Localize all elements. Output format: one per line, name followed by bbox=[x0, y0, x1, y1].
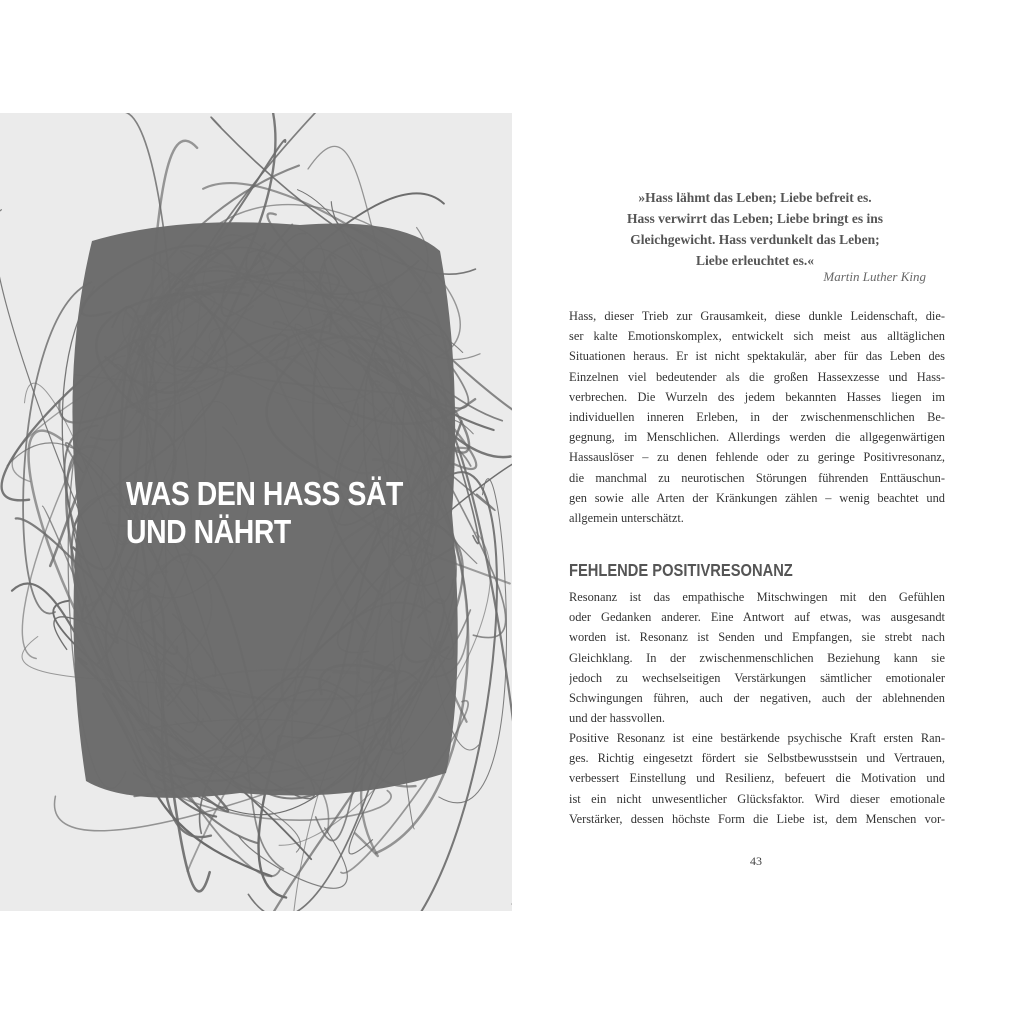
chapter-title bbox=[126, 475, 403, 551]
body-line: ser kalte Emotionskomplex, entwickelt sich meist aus alltäglichen bbox=[569, 329, 945, 344]
chapter-title-line-2: UND NÄHRT bbox=[126, 513, 291, 550]
right-page bbox=[512, 113, 1024, 911]
body-line: worden ist. Resonanz ist Senden und Empfangen, sie strebt nach bbox=[569, 630, 945, 645]
body-paragraph-3 bbox=[569, 728, 945, 829]
body-line: allgemein unterschätzt. bbox=[569, 510, 684, 525]
body-line: verbessert Einstellung und Resilienz, befeuert die Motivation und bbox=[569, 771, 945, 786]
epigraph-line-3: Gleichgewicht. Hass verdunkelt das Leben; bbox=[630, 232, 880, 247]
left-page bbox=[0, 113, 512, 911]
body-line: individuellen inneren Erleben, in der zwischenmenschlichen Be- bbox=[569, 409, 945, 424]
body-line: Schwingungen führen, auch der negativen, auch der ablehnenden bbox=[569, 690, 945, 705]
epigraph-line-2: Hass verwirrt das Leben; Liebe bringt es ins bbox=[626, 211, 884, 226]
chapter-title-line-1: WAS DEN HASS SÄT bbox=[126, 475, 403, 512]
body-line: Hassauslöser – zu denen fehlende oder zu geringe Positivresonanz, bbox=[569, 450, 945, 465]
body-line: ist ein nicht unwesentlicher Glücksfaktor. Wird dieser emotionale bbox=[569, 791, 945, 806]
body-line: Situationen heraus. Er ist nicht spektakulär, aber für das Leben des bbox=[569, 349, 945, 364]
body-line: Positive Resonanz ist eine bestärkende psychische Kraft ersten Ran- bbox=[569, 731, 945, 745]
body-line: Einzelnen viel bedeutender als die großen Hassexzesse und Hass- bbox=[569, 369, 945, 384]
body-line: oder Gedanken anderer. Eine Antwort auf etwas, was ausgesandt bbox=[569, 610, 945, 625]
body-line: Hass, dieser Trieb zur Grausamkeit, diese dunkle Leidenschaft, die- bbox=[569, 309, 945, 323]
epigraph-line-1: »Hass lähmt das Leben; Liebe befreit es. bbox=[638, 190, 872, 205]
scribble-stroke bbox=[239, 828, 348, 888]
epigraph-quote bbox=[568, 187, 942, 271]
epigraph-line-4: Liebe erleuchtet es.« bbox=[695, 253, 815, 268]
epigraph-author: Martin Luther King bbox=[823, 269, 926, 284]
body-line: jedoch zu wechselseitigen Verstärkungen sämtlicher emotionaler bbox=[569, 670, 945, 685]
body-line: Resonanz ist das empathische Mitschwingen mit den Gefühlen bbox=[569, 590, 945, 604]
body-paragraph-2 bbox=[569, 587, 945, 728]
page-number: 43 bbox=[750, 854, 762, 868]
body-paragraph-1 bbox=[569, 306, 945, 528]
body-line: gen sowie alle Arten der Kränkungen zählen – wenig beachtet und bbox=[569, 490, 945, 505]
body-line: verbrechen. Die Wurzeln des jedem bekannten Hasses liegen im bbox=[569, 389, 945, 404]
section-heading: FEHLENDE POSITIVRESONANZ bbox=[569, 560, 793, 580]
body-line: gegnung, im Menschlichen. Allerdings werden die allgegenwärtigen bbox=[569, 430, 945, 445]
body-line: die manchmal zu neurotischen Störungen führenden Enttäuschun- bbox=[569, 470, 945, 485]
body-line: Gleichklang. In der zwischenmenschlichen Beziehung kann sie bbox=[569, 650, 945, 665]
body-line: ges. Richtig eingesetzt fördert sie Selbstbewusstsein und Vertrauen, bbox=[569, 751, 945, 766]
body-line: Verstärker, dessen höchste Form die Liebe ist, dem Menschen vor- bbox=[569, 811, 945, 826]
body-line: und der hassvollen. bbox=[569, 711, 666, 726]
